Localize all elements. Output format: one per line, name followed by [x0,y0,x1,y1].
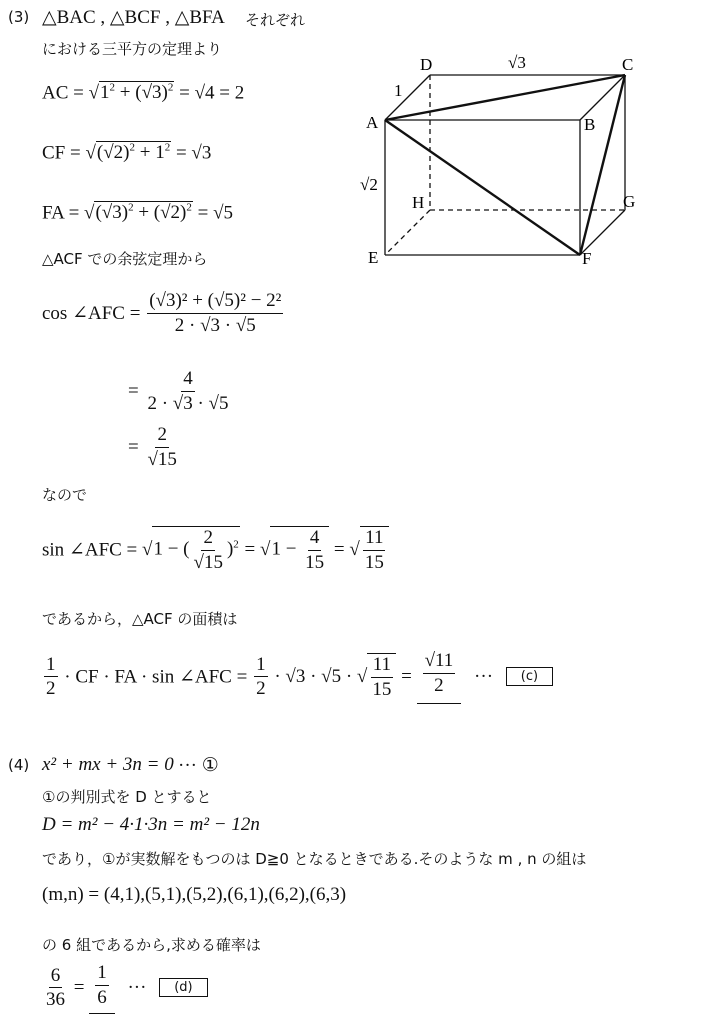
edge-he [385,210,430,255]
part4-line2: ①の判別式を D とすると [42,788,212,806]
step2-denominator: 2 · √3 · √5 [147,392,229,414]
label-g: G [623,192,636,211]
step3-denominator: √15 [147,448,177,470]
cos-equation [42,290,285,337]
cf-rhs: = √3 [175,142,212,164]
box-figure [360,50,660,270]
cf-lhs: CF = [42,142,81,164]
cos-step2: = $\frac{4}{2 \cdot √3 \cdot √5}$ [128,368,229,414]
eq-reference: ··· ① [178,755,219,776]
cos-numerator: (√3)² + (√5)² − 2² [147,290,283,314]
ac-rhs: = √4 = 2 [179,82,245,104]
label-edge-dc: √3 [508,53,526,72]
pairs-list: (m,n) = (4,1),(5,1),(5,2),(6,1),(6,2),(6,3) [42,884,347,905]
cos-intro: △ACF での余弦定理から [42,250,208,268]
area-equation: $\frac{1}{2}$ · CF · FA · sin ∠AFC = $\frac{1}{2}$ · √3 · √5 · √ $\frac{11}{15}$ = $\frac{√11}{2}$ ··· (c) [42,650,553,704]
label-f: F [582,249,592,268]
label-edge-ad: 1 [394,81,403,100]
answer-box-d: (d) [159,978,207,997]
edge-cf [580,75,625,255]
area-mid: · CF · FA · sin ∠AFC = [64,666,248,688]
label-edge-ae: √2 [360,175,378,194]
cos-fraction [147,290,283,337]
discriminant-equation: D = m² − 4·1·3n = m² − 12n [42,814,260,835]
intro-suffix: それぞれ [245,11,306,29]
cos-denominator: 2 · √3 · √5 [174,314,256,336]
cos-lhs: cos ∠AFC = [42,302,141,324]
fa-lhs: FA = [42,202,80,224]
probability-answer: $\frac{1}{6}$ [89,962,115,1014]
ac-equation: AC = $√1^2 + (√3)^2 = √4 = 2$ [42,82,245,104]
label-e: E [368,248,379,267]
probability-equation: $\frac{6}{36}$ = $\frac{1}{6}$ ··· (d) [42,962,208,1014]
intro-triangles: △BAC , △BCF , △BFA [42,7,225,28]
answer-box-c: (c) [506,667,553,686]
label-c: C [622,55,634,74]
quadratic-equation: x² + mx + 3n = 0 [42,754,174,775]
label-b: B [584,115,596,134]
part3-number: (3) [8,8,30,26]
ac-lhs: AC = [42,82,84,104]
label-d: D [420,55,433,74]
step3-numerator: 2 [155,424,169,448]
part4-line6: の 6 組であるから,求める確率は [42,936,261,954]
nanode-text: なので [42,486,88,504]
fa-rhs: = √5 [197,202,234,224]
sin-lhs: sin ∠AFC = [42,539,138,561]
intro-line2: における三平方の定理より [42,40,223,58]
fa-equation: FA = $√(√3)^2 + (√2)^2 = √5$ [42,202,234,224]
part4-number: (4) [8,756,30,774]
step2-numerator: 4 [181,368,195,392]
label-a: A [366,113,379,132]
cos-step3: = $\frac{2}{√15}$ [128,424,177,470]
edge-af [385,120,580,255]
edge-ac [385,75,625,120]
area-answer: $\frac{√11}{2}$ [417,650,462,704]
cf-equation: CF = $√(√2)^2 + 1^2 = √3$ [42,142,212,164]
part4-line4: であり，①が実数解をもつのは D≧0 となるときである.そのような m , n の組は [42,850,587,868]
sin-equation: sin ∠AFC = √1 − ( $\frac{2}{√15}$ )$^2$ = √1 − $\frac{4}{15}$ = √ $\frac{11}{15}$ [42,526,389,574]
area-intro: であるから，△ACF の面積は [42,610,238,628]
label-h: H [412,193,425,212]
